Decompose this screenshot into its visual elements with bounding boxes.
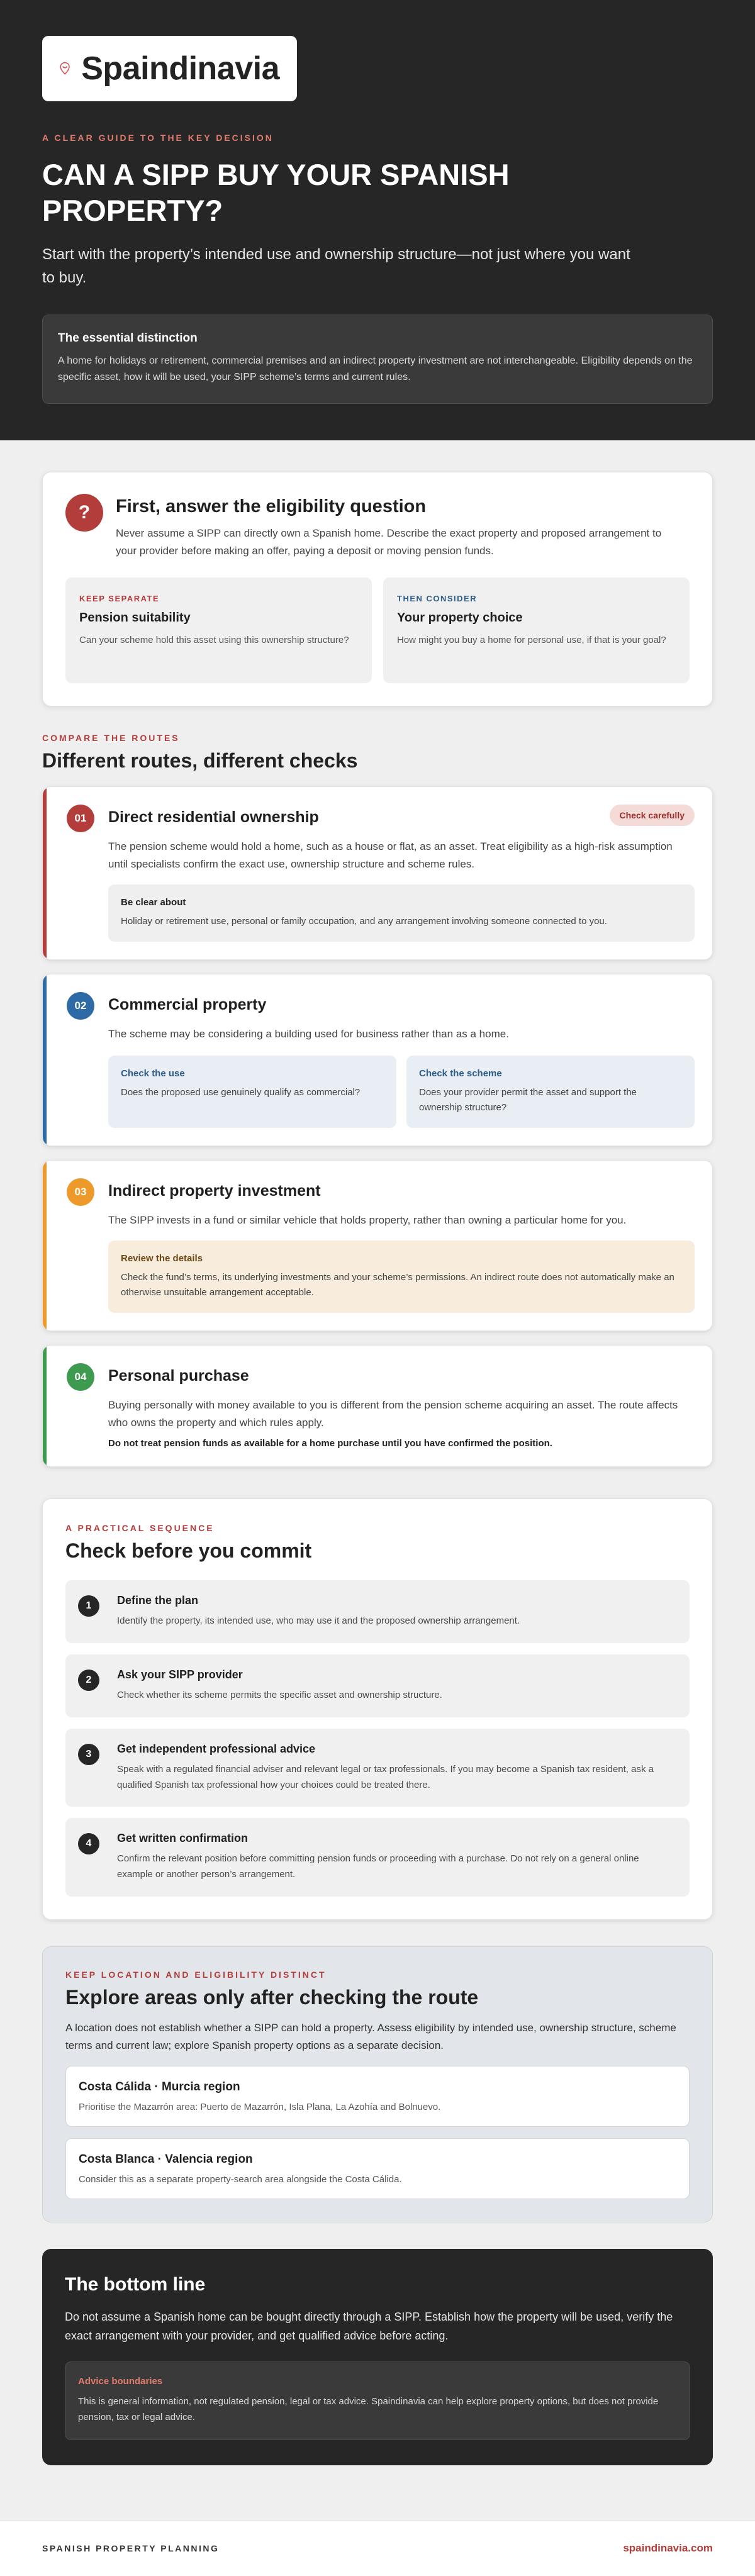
route-stripe [43,974,47,1146]
area-text: Prioritise the Mazarrón area: Puerto de Mazarrón, Isla Plana, La Azohía and Bolnuevo. [79,2101,441,2112]
eligibility-text: Never assume a SIPP can directly own a Spanish home. Describe the exact property and proposed arrangement to your provider before making an offer, paying a deposit or moving pension funds. [116,527,662,557]
note-title: Advice boundaries [78,2376,163,2387]
eligibility-card [42,472,713,706]
route-number-badge: 01 [67,805,94,832]
location-pin-logo-icon [60,47,70,91]
advice-boundaries-note [65,2361,690,2440]
step-title: Ask your SIPP provider [117,1668,243,1681]
brand-name: Spaindinavia [81,50,279,87]
route-text: The scheme may be considering a building used for business rather than as a home. [108,1028,509,1040]
step-number: 4 [78,1833,99,1854]
be-clear-about-box [108,884,695,942]
step-item [65,1818,690,1897]
inner-title: Check the use [121,1068,185,1079]
route-card-personal-purchase [42,1345,713,1467]
note-text: This is general information, not regulated pension, legal or tax advice. Spaindinavia can help explore property options, but does not provide pension, tax or legal advice. [78,2396,659,2423]
section-title: Explore areas only after checking the route [65,1985,479,2009]
step-title: Get independent professional advice [117,1742,316,1755]
explore-areas-section [42,1946,713,2222]
eligibility-columns [65,577,690,683]
inner-text: Holiday or retirement use, personal or family occupation, and any arrangement involving someone connected to you. [121,916,607,927]
page-footer [0,2521,755,2576]
step-number: 3 [78,1744,99,1765]
hero-kicker: A CLEAR GUIDE TO THE KEY DECISION [42,133,274,143]
inner-text: Does the proposed use genuinely qualify as commercial? [121,1087,361,1098]
step-item [65,1580,690,1643]
check-use-box [108,1056,396,1128]
route-text: The pension scheme would hold a home, such as a house or flat, as an asset. Treat eligibility as a high-risk assumption until specialists confirm the exact use, ownership structure and scheme rules. [108,840,673,871]
hero-section [0,0,755,440]
area-title: Costa Cálida · Murcia region [79,2080,240,2094]
area-card-costa-blanca[interactable] [65,2138,690,2199]
route-title: Commercial property [108,996,267,1014]
website-link[interactable]: spaindinavia.com [623,2542,713,2555]
section-kicker: A PRACTICAL SEQUENCE [65,1523,215,1534]
check-carefully-badge: Check carefully [610,805,695,826]
area-text: Consider this as a separate property-search area alongside the Costa Cálida. [79,2173,402,2185]
box-kicker: KEEP SEPARATE [79,594,160,604]
explore-text: A location does not establish whether a SIPP can hold a property. Assess eligibility by intended use, ownership structure, scheme terms and current law; explore Spanish property options as a separate decision. [65,2021,676,2051]
step-text: Speak with a regulated financial adviser and relevant legal or tax professionals. If you may become a Spanish tax resident, ask a qualified Spanish tax professional how your choices could be treated there. [117,1763,654,1790]
brand-logo[interactable] [42,36,297,101]
check-scheme-box [406,1056,695,1128]
footer-label: SPANISH PROPERTY PLANNING [42,2543,220,2554]
bottom-line-title: The bottom line [65,2273,206,2295]
question-mark-icon: ? [65,494,103,532]
steps-list [65,1580,690,1897]
hero-subtitle: Start with the property’s intended use and ownership structure—not just where you want to buy. [42,245,630,286]
route-number-badge: 04 [67,1363,94,1391]
route-number-badge: 02 [67,992,94,1020]
inner-text: Does your provider permit the asset and support the ownership structure? [419,1087,637,1113]
step-item [65,1729,690,1807]
note-title: The essential distinction [58,332,198,345]
box-title: Pension suitability [79,611,191,625]
route-card-indirect-investment [42,1160,713,1331]
route-text: Buying personally with money available to you is different from the pension scheme acquiring an asset. The route affects who owns the property and which rules apply. [108,1399,678,1429]
commercial-check-boxes [108,1056,695,1128]
eligibility-title: First, answer the eligibility question [116,496,427,516]
eligibility-header [65,494,690,560]
route-title: Indirect property investment [108,1182,321,1200]
box-kicker: THEN CONSIDER [397,594,478,604]
essential-distinction-note [42,315,713,404]
route-card-direct-residential [42,786,713,960]
area-card-costa-calida[interactable] [65,2066,690,2127]
box-text: Can your scheme hold this asset using this ownership structure? [79,635,349,646]
bottom-line-section [42,2249,713,2465]
property-choice-box [383,577,690,683]
page-title: CAN A SIPP BUY YOUR SPANISH PROPERTY? [42,158,510,228]
route-card-commercial [42,974,713,1146]
step-number: 1 [78,1595,99,1617]
inner-title: Check the scheme [419,1068,502,1079]
inner-title: Be clear about [121,897,186,908]
route-text: The SIPP invests in a fund or similar vehicle that holds property, rather than owning a particular home for you. [108,1214,627,1227]
step-text: Check whether its scheme permits the specific asset and ownership structure. [117,1690,442,1701]
route-warning: Do not treat pension funds as available for a home purchase until you have confirmed the position. [108,1438,552,1449]
routes-section [42,733,713,1467]
step-title: Define the plan [117,1594,199,1607]
box-title: Your property choice [397,611,523,625]
box-text: How might you buy a home for personal use, if that is your goal? [397,635,666,646]
area-title: Costa Blanca · Valencia region [79,2152,253,2166]
route-stripe [43,787,47,959]
section-title: Check before you commit [65,1539,312,1563]
step-text: Identify the property, its intended use, who may use it and the proposed ownership arrangement. [117,1615,520,1627]
route-stripe [43,1346,47,1466]
section-kicker: KEEP LOCATION AND ELIGIBILITY DISTINCT [65,1969,327,1980]
inner-title: Review the details [121,1253,203,1264]
review-details-box [108,1241,695,1313]
route-number-badge: 03 [67,1178,94,1206]
note-text: A home for holidays or retirement, commercial premises and an indirect property investment are not interchangeable. Eligibility depends on the specific asset, how it will be used, your SIPP scheme’s terms and current rules. [58,355,693,382]
route-stripe [43,1161,47,1330]
practical-sequence-card [42,1498,713,1920]
step-number: 2 [78,1670,99,1691]
pension-suitability-box [65,577,372,683]
bottom-line-text: Do not assume a Spanish home can be bought directly through a SIPP. Establish how the property will be used, verify the exact arrangement with your provider, and get qualified advice before acting. [65,2310,673,2342]
section-title: Different routes, different checks [42,749,358,772]
step-text: Confirm the relevant position before committing pension funds or proceeding with a purchase. Do not rely on a general online example or another person’s arrangement. [117,1853,639,1880]
section-kicker: COMPARE THE ROUTES [42,733,180,744]
main-content [0,440,755,2490]
step-title: Get written confirmation [117,1832,249,1845]
route-title: Direct residential ownership [108,808,319,827]
route-title: Personal purchase [108,1367,249,1385]
step-item [65,1654,690,1717]
inner-text: Check the fund’s terms, its underlying investments and your scheme’s permissions. An indirect route does not automatically make an otherwise unsuitable arrangement acceptable. [121,1272,674,1298]
